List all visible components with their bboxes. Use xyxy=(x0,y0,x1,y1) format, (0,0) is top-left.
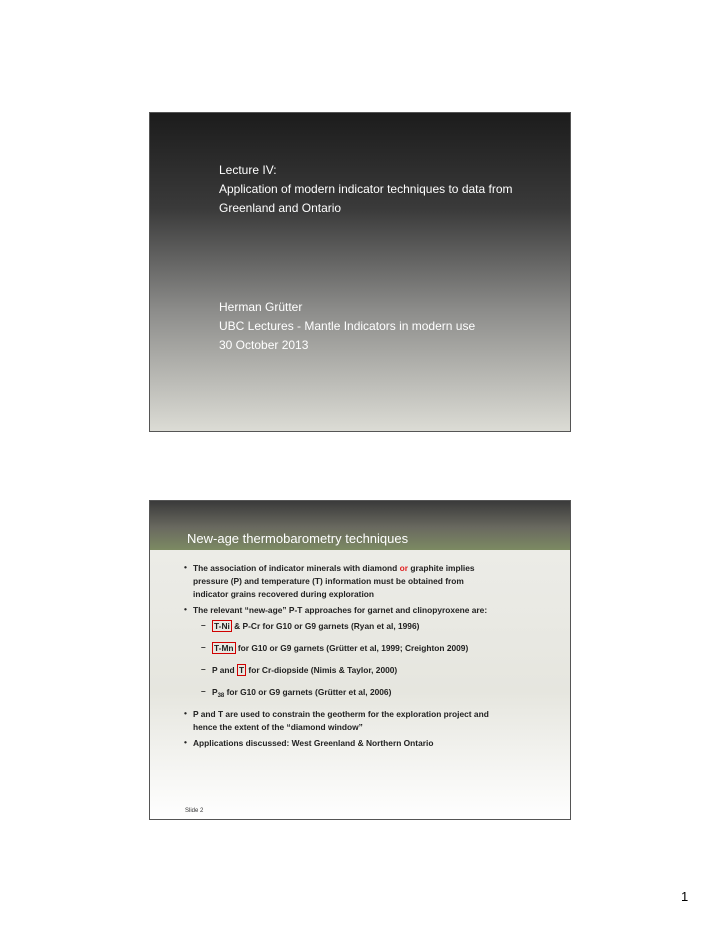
highlight-box-tni: T-Ni xyxy=(214,621,230,631)
bullet-1-line-2: pressure (P) and temperature (T) information must be obtained from xyxy=(193,576,464,586)
bullet-3-line-1: P and T are used to constrain the geotherm for the exploration project and xyxy=(193,709,489,719)
content-slide xyxy=(149,500,571,820)
highlight-or: or xyxy=(399,563,408,573)
lecture-number: Lecture IV: xyxy=(219,163,277,177)
bullet-icon: • xyxy=(184,737,187,747)
bullet-2: The relevant “new-age” P-T approaches for garnet and clinopyroxene are: xyxy=(193,605,488,615)
title-slide xyxy=(149,112,571,432)
author-block xyxy=(219,298,475,355)
highlight-box-t: T xyxy=(238,665,245,675)
lecture-date: 30 October 2013 xyxy=(219,338,309,352)
sub-item-tni: T-Ni & P-Cr for G10 or G9 garnets (Ryan et al, 1996) xyxy=(214,621,420,631)
bullet-1-line-3: indicator grains recovered during exploration xyxy=(193,589,375,599)
dash-icon: – xyxy=(201,642,206,652)
slide-footer: Slide 2 xyxy=(185,808,204,814)
sub-item-tmn: T-Mn for G10 or G9 garnets (Grütter et al, 1999; Creighton 2009) xyxy=(214,643,469,653)
bullet-icon: • xyxy=(184,562,187,572)
lecture-title-block xyxy=(219,161,513,218)
dash-icon: – xyxy=(201,664,206,674)
page-number: 1 xyxy=(681,889,689,904)
bullet-4: Applications discussed: West Greenland & Northern Ontario xyxy=(193,738,434,748)
lecture-title-line-2: Greenland and Ontario xyxy=(219,201,342,215)
bullet-icon: • xyxy=(184,708,187,718)
bullet-icon: • xyxy=(184,604,187,614)
sub-item-pt-diopside: P and T for Cr-diopside (Nimis & Taylor, 2000) xyxy=(212,665,398,675)
bullet-3-line-2: hence the extent of the “diamond window” xyxy=(193,722,363,732)
dash-icon: – xyxy=(201,686,206,696)
slide-title: New-age thermobarometry techniques xyxy=(187,531,409,546)
lecture-title-line-1: Application of modern indicator techniques to data from xyxy=(219,182,513,196)
course-name: UBC Lectures - Mantle Indicators in modern use xyxy=(219,319,476,333)
dash-icon: – xyxy=(201,620,206,630)
author-name: Herman Grütter xyxy=(219,300,303,314)
bullet-1-line-1: The association of indicator minerals with diamond or graphite implies xyxy=(193,563,475,573)
highlight-box-tmn: T-Mn xyxy=(214,643,234,653)
sub-item-p38: $P_{38}$ for G10 or G9 garnets (Grütter et al, 2006) xyxy=(212,687,392,699)
